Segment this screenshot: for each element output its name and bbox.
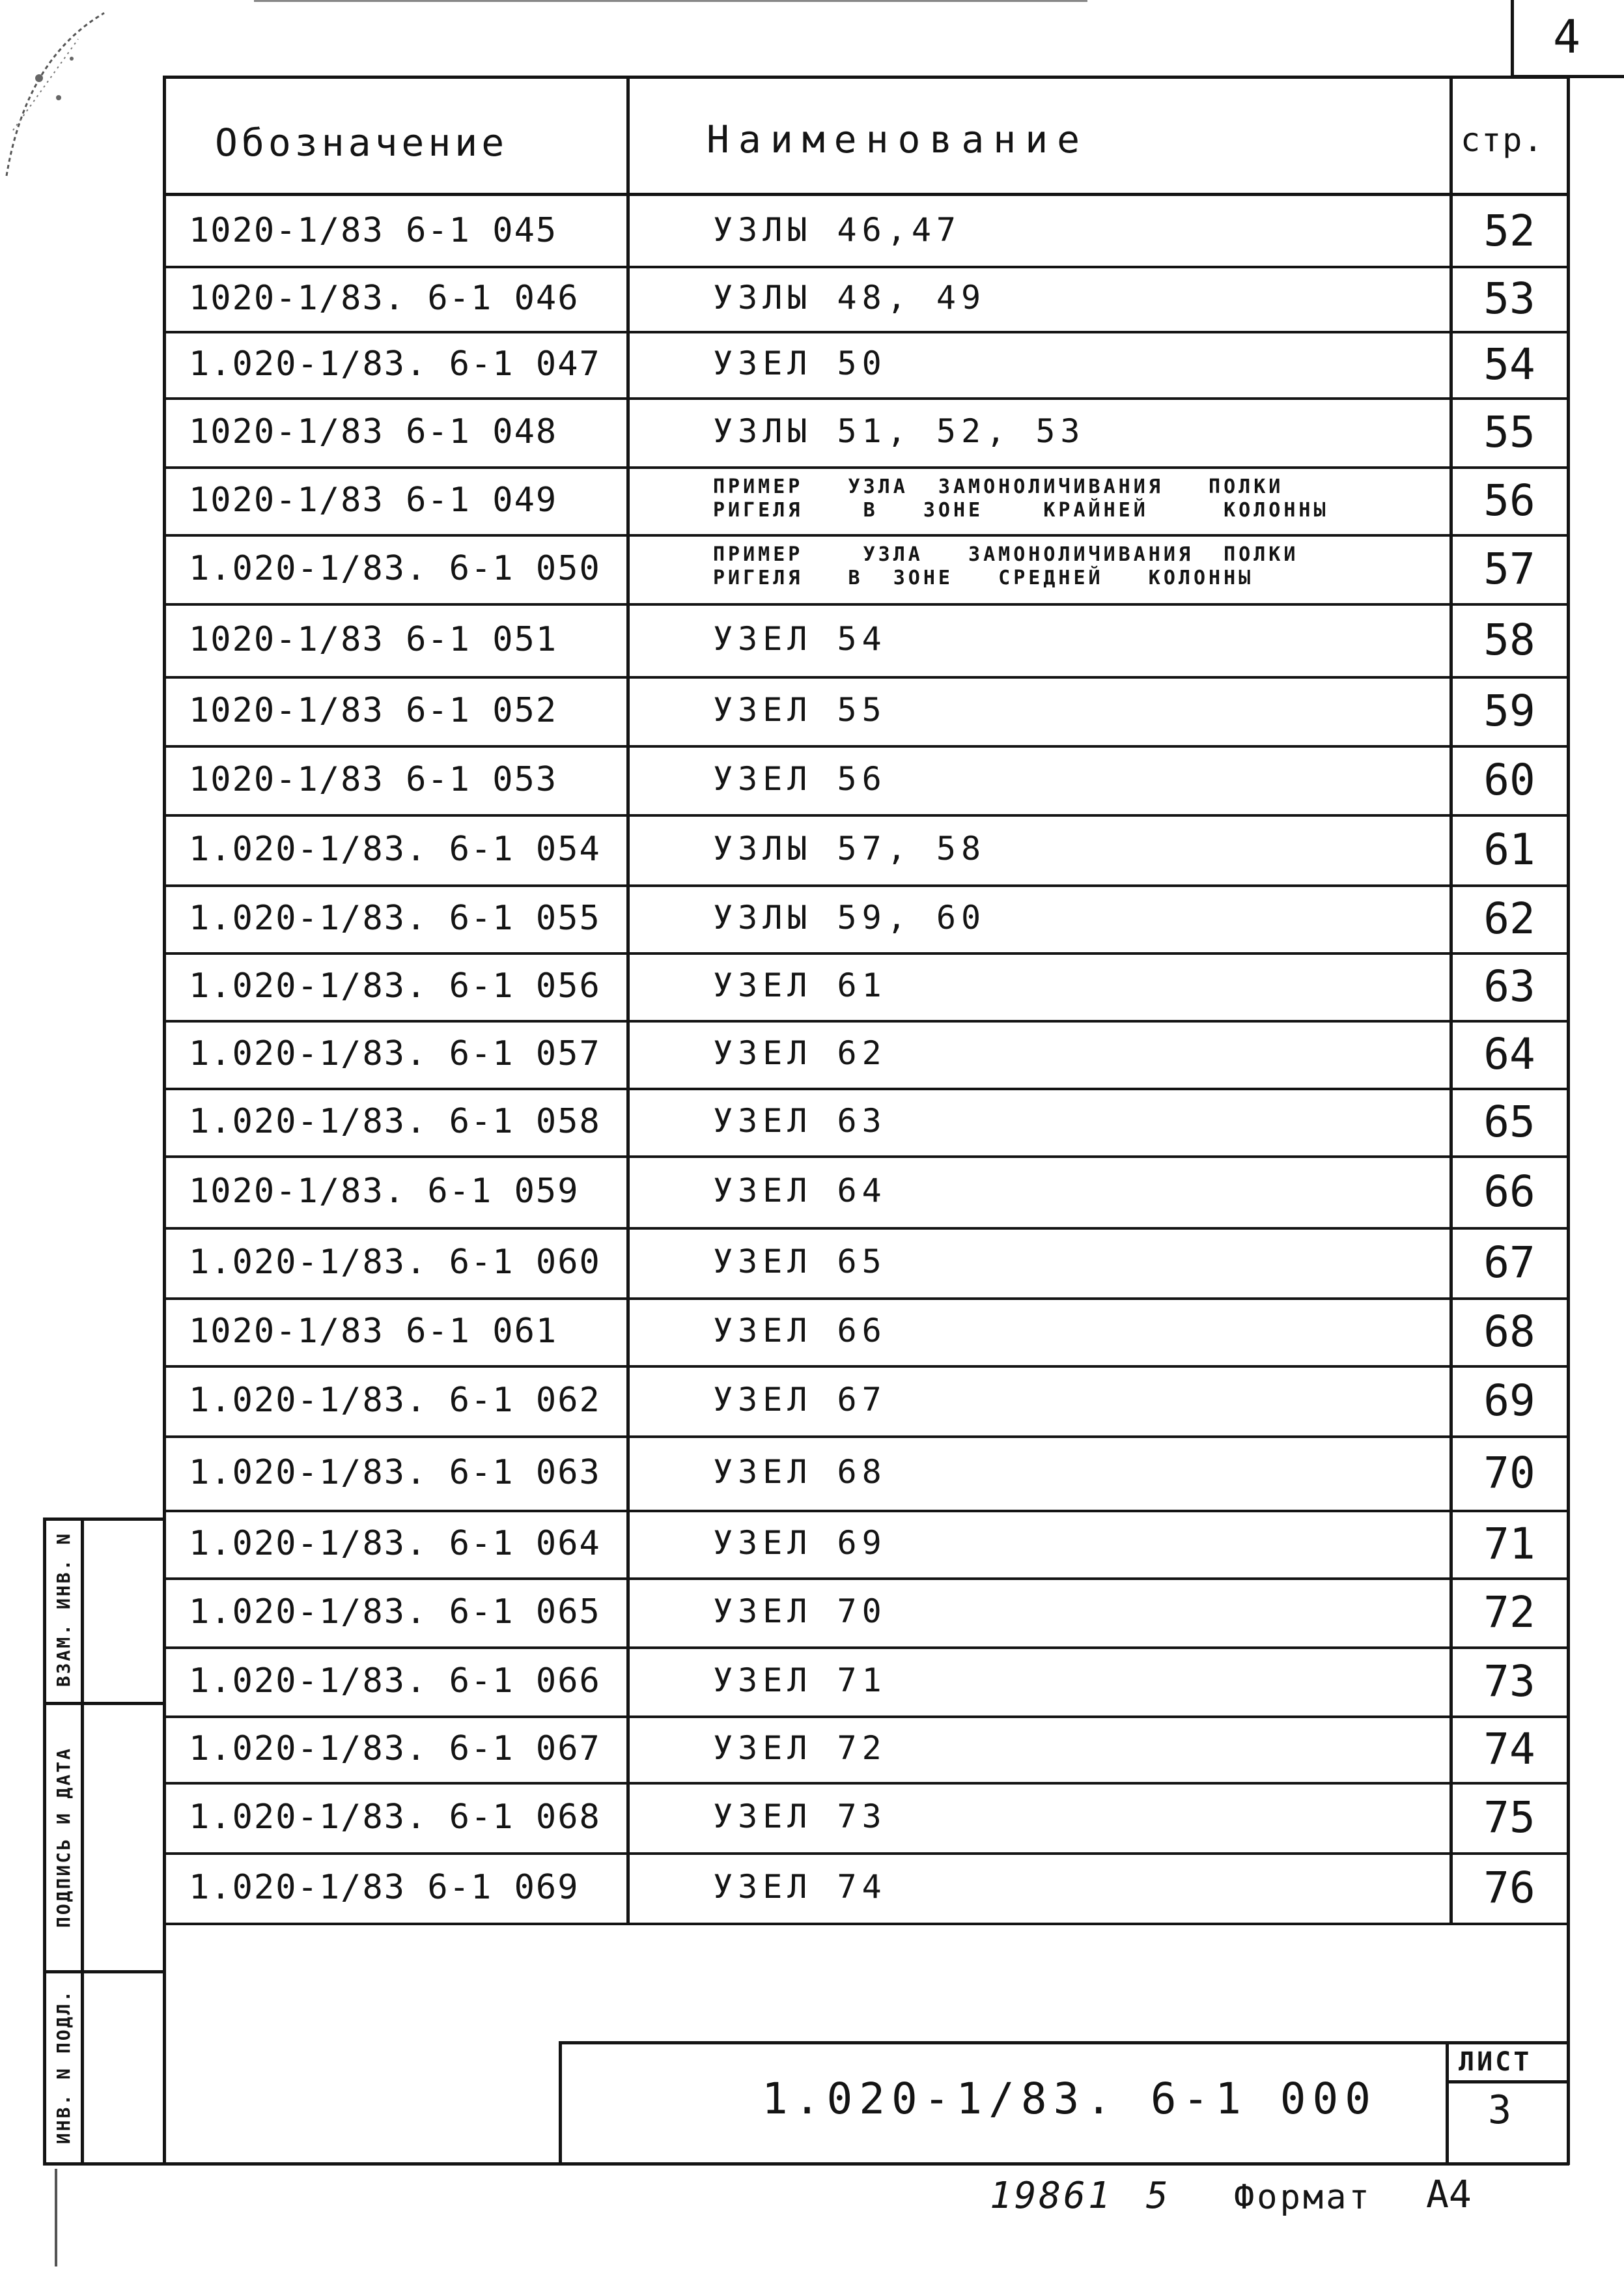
title-document-code: 1.020-1/83. 6-1 000 [762,2074,1377,2124]
row-designation: 1.020-1/83. 6-1 060 [189,1243,601,1282]
row-page-number: 62 [1483,894,1535,944]
title-sheet-label: ЛИСТ [1459,2047,1532,2077]
row-divider [163,1227,1569,1230]
row-page-number: 73 [1483,1656,1535,1706]
row-designation: 1.020-1/83. 6-1 065 [189,1592,601,1631]
row-name: УЗЕЛ 65 [713,1243,887,1280]
row-name: УЗЕЛ 69 [713,1524,887,1562]
row-divider [163,1782,1569,1785]
row-name: УЗЕЛ 56 [713,760,887,798]
row-designation: 1020-1/83 6-1 045 [189,210,558,250]
row-divider [163,745,1569,748]
row-designation: 1020-1/83. 6-1 059 [189,1172,580,1211]
row-name: УЗЕЛ 70 [713,1592,887,1630]
row-name: УЗЛЫ 46,47 [713,210,962,249]
row-designation: 1.020-1/83. 6-1 050 [189,549,601,588]
side-strip-div-1 [43,1702,165,1705]
row-divider [163,1155,1569,1158]
row-divider [163,466,1569,469]
row-page-number: 74 [1483,1724,1535,1774]
row-name: УЗЕЛ 55 [713,691,887,729]
row-page-number: 60 [1483,755,1535,805]
row-page-number: 72 [1483,1587,1535,1637]
footer-format-value: А4 [1426,2172,1472,2216]
row-name: УЗЛЫ 59, 60 [713,899,987,937]
row-designation: 1.020-1/83. 6-1 063 [189,1453,601,1492]
row-page-number: 64 [1483,1029,1535,1079]
row-designation: 1020-1/83 6-1 051 [189,620,558,659]
side-label-sign-date: ПОДПИСЬ И ДАТА [53,1747,74,1928]
row-designation: 1.020-1/83. 6-1 055 [189,899,601,938]
header-name: Наименование [707,117,1089,162]
row-designation: 1.020-1/83. 6-1 057 [189,1034,601,1073]
side-strip-outer [43,1518,46,2165]
row-page-number: 68 [1483,1306,1535,1357]
frame-bottom [163,2162,1569,2166]
side-label-inv-zam: ВЗАМ. ИНВ. N [53,1531,74,1687]
row-page-number: 67 [1483,1237,1535,1288]
row-name: ПРИМЕР УЗЛА ЗАМОНОЛИЧИВАНИЯ ПОЛКИ РИГЕЛЯ В ЗОНЕ КРАЙНЕЙ КОЛОННЫ [713,475,1329,522]
row-designation: 1.020-1/83. 6-1 066 [189,1661,601,1701]
row-divider [163,1510,1569,1512]
row-page-number: 56 [1483,475,1535,526]
row-name: УЗЕЛ 68 [713,1453,887,1491]
title-block-sheet-div [1446,2080,1569,2083]
row-designation: 1.020-1/83. 6-1 056 [189,967,601,1006]
row-designation: 1.020-1/83. 6-1 058 [189,1102,601,1141]
row-designation: 1.020-1/83. 6-1 067 [189,1729,601,1768]
header-page: стр. [1461,121,1545,159]
row-name: УЗЕЛ 73 [713,1798,887,1835]
row-designation: 1.020-1/83. 6-1 068 [189,1798,601,1837]
row-name: ПРИМЕР УЗЛА ЗАМОНОЛИЧИВАНИЯ ПОЛКИ РИГЕЛЯ В ЗОНЕ СРЕДНЕЙ КОЛОННЫ [713,543,1299,589]
row-divider [163,1715,1569,1718]
title-sheet-value: 3 [1488,2087,1512,2133]
row-page-number: 70 [1483,1448,1535,1498]
footer-format-label: Формат [1234,2178,1372,2217]
row-designation: 1.020-1/83. 6-1 062 [189,1381,601,1420]
row-page-number: 61 [1483,825,1535,875]
row-designation: 1020-1/83 6-1 048 [189,412,558,451]
row-page-number: 75 [1483,1792,1535,1842]
frame-top [163,76,1569,79]
row-page-number: 58 [1483,615,1535,665]
row-designation: 1020-1/83. 6-1 046 [189,279,580,318]
row-page-number: 59 [1483,686,1535,736]
row-designation: 1020-1/83 6-1 049 [189,481,558,520]
frame-left [163,76,166,2165]
footer-copy: 5 [1146,2175,1168,2217]
row-page-number: 55 [1483,407,1535,457]
side-strip-div-2 [43,1970,165,1973]
row-designation: 1020-1/83 6-1 061 [189,1312,558,1351]
row-divider [163,1365,1569,1368]
row-page-number: 63 [1483,961,1535,1011]
row-divider [163,331,1569,333]
row-name: УЗЕЛ 61 [713,967,887,1004]
row-divider [163,1852,1569,1855]
row-name: УЗЛЫ 48, 49 [713,279,987,317]
row-divider [163,1297,1569,1300]
row-page-number: 65 [1483,1097,1535,1147]
row-page-number: 69 [1483,1376,1535,1426]
row-divider [163,1088,1569,1090]
title-block-left [559,2041,562,2165]
row-name: УЗЕЛ 63 [713,1102,887,1140]
header-bottom-line [163,193,1569,196]
title-block-sheet-left [1446,2041,1449,2165]
row-designation: 1.020-1/83 6-1 069 [189,1868,580,1907]
side-strip-inner [81,1518,84,2165]
row-divider [163,884,1569,887]
row-designation: 1.020-1/83. 6-1 064 [189,1524,601,1563]
row-divider [163,1020,1569,1023]
row-name: УЗЕЛ 71 [713,1661,887,1699]
row-name: УЗЛЫ 51, 52, 53 [713,412,1085,450]
archive-stamp-image [0,0,111,182]
row-divider [163,676,1569,679]
row-designation: 1020-1/83 6-1 052 [189,691,558,730]
corner-box-left [1511,0,1514,78]
row-page-number: 54 [1483,339,1535,389]
row-name: УЗЕЛ 66 [713,1312,887,1349]
row-divider [163,1577,1569,1580]
row-divider [163,1923,1569,1925]
row-page-number: 52 [1483,205,1535,256]
row-divider [163,1435,1569,1438]
title-block-top [559,2041,1569,2044]
row-designation: 1.020-1/83. 6-1 047 [189,345,601,384]
row-divider [163,603,1569,606]
row-divider [163,952,1569,955]
row-name: УЗЛЫ 57, 58 [713,830,987,868]
row-page-number: 76 [1483,1863,1535,1913]
row-designation: 1.020-1/83. 6-1 054 [189,830,601,869]
row-divider [163,1646,1569,1649]
header-designation: Обозначение [215,120,509,165]
footer-archive-number: 19861 [990,2175,1113,2217]
row-divider [163,534,1569,537]
row-divider [163,266,1569,268]
side-label-inv-podl: ИНВ. N ПОДЛ. [53,1988,74,2145]
row-page-number: 66 [1483,1166,1535,1217]
top-faint-line [254,0,1087,2]
row-name: УЗЕЛ 54 [713,620,887,658]
row-designation: 1020-1/83 6-1 053 [189,760,558,799]
row-name: УЗЕЛ 67 [713,1381,887,1419]
side-strip-bottom [43,2162,165,2166]
corner-sheet-number: 4 [1553,10,1581,64]
row-name: УЗЕЛ 64 [713,1172,887,1209]
row-page-number: 71 [1483,1519,1535,1569]
row-page-number: 57 [1483,544,1535,594]
left-tick [55,2169,57,2266]
row-page-number: 53 [1483,274,1535,324]
row-name: УЗЕЛ 74 [713,1868,887,1906]
row-name: УЗЕЛ 62 [713,1034,887,1072]
row-divider [163,397,1569,400]
row-divider [163,814,1569,817]
row-name: УЗЕЛ 50 [713,345,887,382]
row-name: УЗЕЛ 72 [713,1729,887,1767]
